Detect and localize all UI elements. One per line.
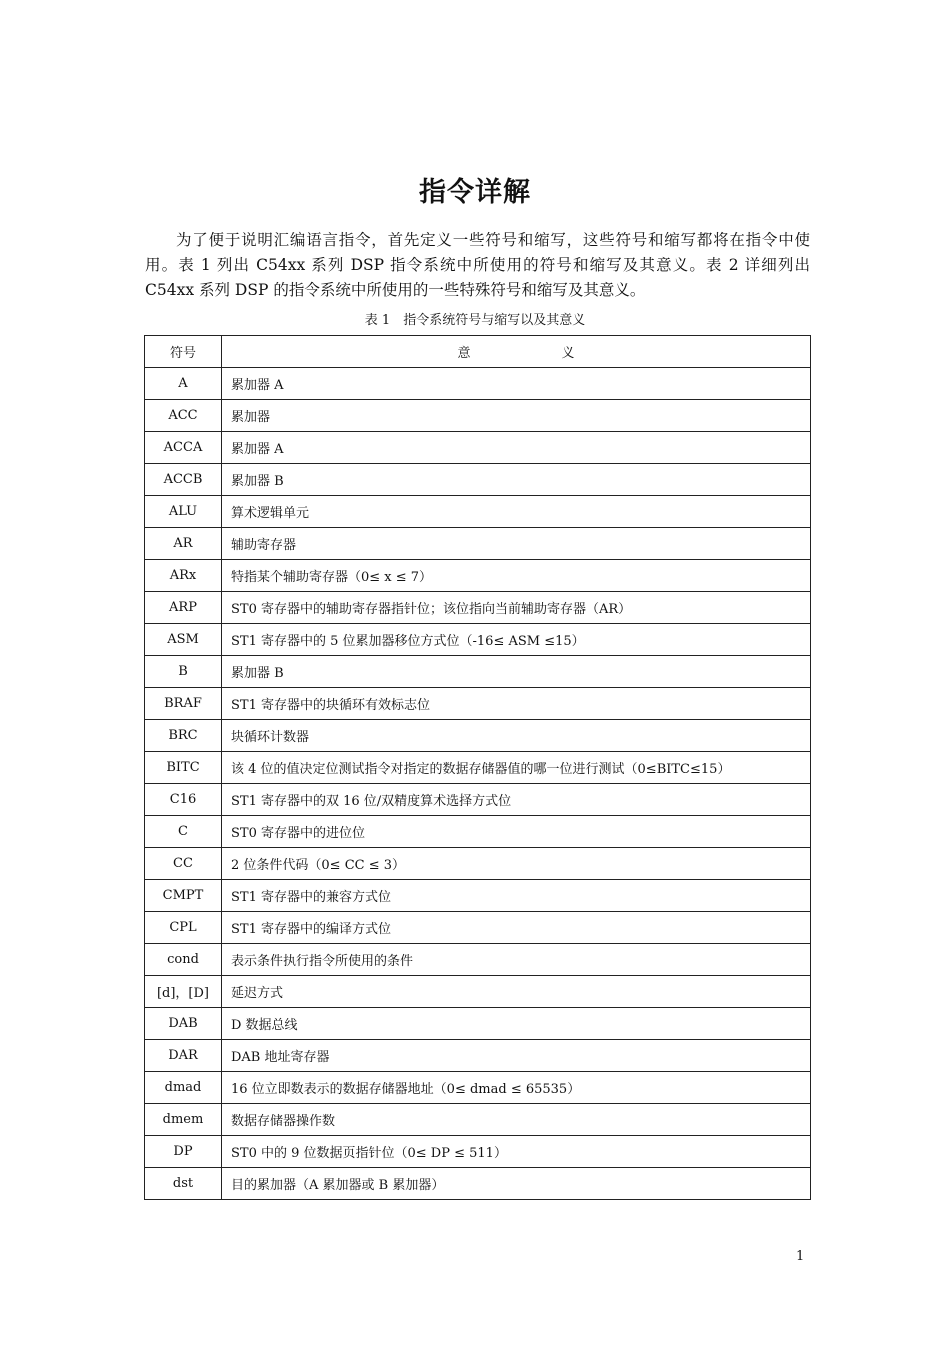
symbol-cell: A <box>145 368 222 400</box>
symbol-cell: DAR <box>145 1040 222 1072</box>
table-row <box>145 496 811 528</box>
meaning-cell: ST0 寄存器中的进位位 <box>222 816 811 848</box>
symbol-cell: ARx <box>145 560 222 592</box>
meaning-cell: 块循环计数器 <box>222 720 811 752</box>
meaning-cell: 该 4 位的值决定位测试指令对指定的数据存储器值的哪一位进行测试（0≤BITC≤15） <box>222 752 811 784</box>
meaning-cell: ST1 寄存器中的块循环有效标志位 <box>222 688 811 720</box>
table-row <box>145 656 811 688</box>
table-row <box>145 976 811 1008</box>
symbol-cell: dmad <box>145 1072 222 1104</box>
meaning-cell: 数据存储器操作数 <box>222 1104 811 1136</box>
table-row <box>145 816 811 848</box>
table-header-row <box>145 336 811 368</box>
table-row <box>145 592 811 624</box>
meaning-cell: 累加器 <box>222 400 811 432</box>
table-row <box>145 528 811 560</box>
table-row <box>145 944 811 976</box>
table-row <box>145 464 811 496</box>
table-row <box>145 1104 811 1136</box>
page-number: 1 <box>796 1249 805 1264</box>
table-row <box>145 848 811 880</box>
table-row <box>145 1072 811 1104</box>
symbol-cell: C <box>145 816 222 848</box>
table-row <box>145 432 811 464</box>
symbol-cell: ASM <box>145 624 222 656</box>
symbol-cell: BITC <box>145 752 222 784</box>
symbol-cell: B <box>145 656 222 688</box>
table-row <box>145 784 811 816</box>
meaning-cell: 表示条件执行指令所使用的条件 <box>222 944 811 976</box>
table-row <box>145 368 811 400</box>
symbol-cell: C16 <box>145 784 222 816</box>
meaning-cell: D 数据总线 <box>222 1008 811 1040</box>
header-meaning: 意 义 <box>222 336 811 368</box>
symbol-cell: ACCA <box>145 432 222 464</box>
meaning-cell: 2 位条件代码（0≤ CC ≤ 3） <box>222 848 811 880</box>
table-caption: 表 1 指令系统符号与缩写以及其意义 <box>364 313 586 328</box>
table-row <box>145 1040 811 1072</box>
table-row <box>145 624 811 656</box>
meaning-cell: 累加器 A <box>222 368 811 400</box>
symbol-cell: [d]，[D] <box>145 976 222 1008</box>
intro-paragraph <box>145 228 810 303</box>
symbol-cell: BRC <box>145 720 222 752</box>
page-title: 指令详解 <box>419 177 531 208</box>
meaning-cell: 延迟方式 <box>222 976 811 1008</box>
table-row <box>145 560 811 592</box>
meaning-cell: 累加器 A <box>222 432 811 464</box>
meaning-cell: 算术逻辑单元 <box>222 496 811 528</box>
symbol-cell: dmem <box>145 1104 222 1136</box>
table-row <box>145 752 811 784</box>
symbol-cell: DP <box>145 1136 222 1168</box>
meaning-cell: DAB 地址寄存器 <box>222 1040 811 1072</box>
symbol-cell: AR <box>145 528 222 560</box>
symbol-cell: CPL <box>145 912 222 944</box>
table-row <box>145 688 811 720</box>
symbol-cell: ACCB <box>145 464 222 496</box>
meaning-cell: ST1 寄存器中的 5 位累加器移位方式位（-16≤ ASM ≤15） <box>222 624 811 656</box>
table-row <box>145 912 811 944</box>
table-body <box>145 368 811 1200</box>
symbol-cell: DAB <box>145 1008 222 1040</box>
meaning-cell: 16 位立即数表示的数据存储器地址（0≤ dmad ≤ 65535） <box>222 1072 811 1104</box>
table-row <box>145 1168 811 1200</box>
meaning-cell: 累加器 B <box>222 464 811 496</box>
meaning-cell: 累加器 B <box>222 656 811 688</box>
header-symbol: 符号 <box>145 336 222 368</box>
table-row <box>145 1136 811 1168</box>
table-row <box>145 720 811 752</box>
symbol-cell: ACC <box>145 400 222 432</box>
table-row <box>145 400 811 432</box>
meaning-cell: ST1 寄存器中的兼容方式位 <box>222 880 811 912</box>
symbol-cell: cond <box>145 944 222 976</box>
meaning-cell: 目的累加器（A 累加器或 B 累加器） <box>222 1168 811 1200</box>
table-row <box>145 1008 811 1040</box>
symbol-table <box>144 335 811 1200</box>
meaning-cell: ST1 寄存器中的编译方式位 <box>222 912 811 944</box>
symbol-cell: CMPT <box>145 880 222 912</box>
symbol-cell: CC <box>145 848 222 880</box>
symbol-cell: ARP <box>145 592 222 624</box>
meaning-cell: ST0 中的 9 位数据页指针位（0≤ DP ≤ 511） <box>222 1136 811 1168</box>
intro-text: 为了便于说明汇编语言指令，首先定义一些符号和缩写，这些符号和缩写都将在指令中使用。表 1 列出 C54xx 系列 DSP 指令系统中所使用的符号和缩写及其意义。表 2 详细列出 C54xx 系列 DSP 的指令系统中所使用的一些特殊符号和缩写及其意义。 <box>145 231 810 299</box>
symbol-cell: ALU <box>145 496 222 528</box>
meaning-cell: 辅助寄存器 <box>222 528 811 560</box>
symbol-cell: dst <box>145 1168 222 1200</box>
meaning-cell: ST0 寄存器中的辅助寄存器指针位；该位指向当前辅助寄存器（AR） <box>222 592 811 624</box>
table-row <box>145 880 811 912</box>
meaning-cell: ST1 寄存器中的双 16 位/双精度算术选择方式位 <box>222 784 811 816</box>
meaning-cell: 特指某个辅助寄存器（0≤ x ≤ 7） <box>222 560 811 592</box>
symbol-cell: BRAF <box>145 688 222 720</box>
